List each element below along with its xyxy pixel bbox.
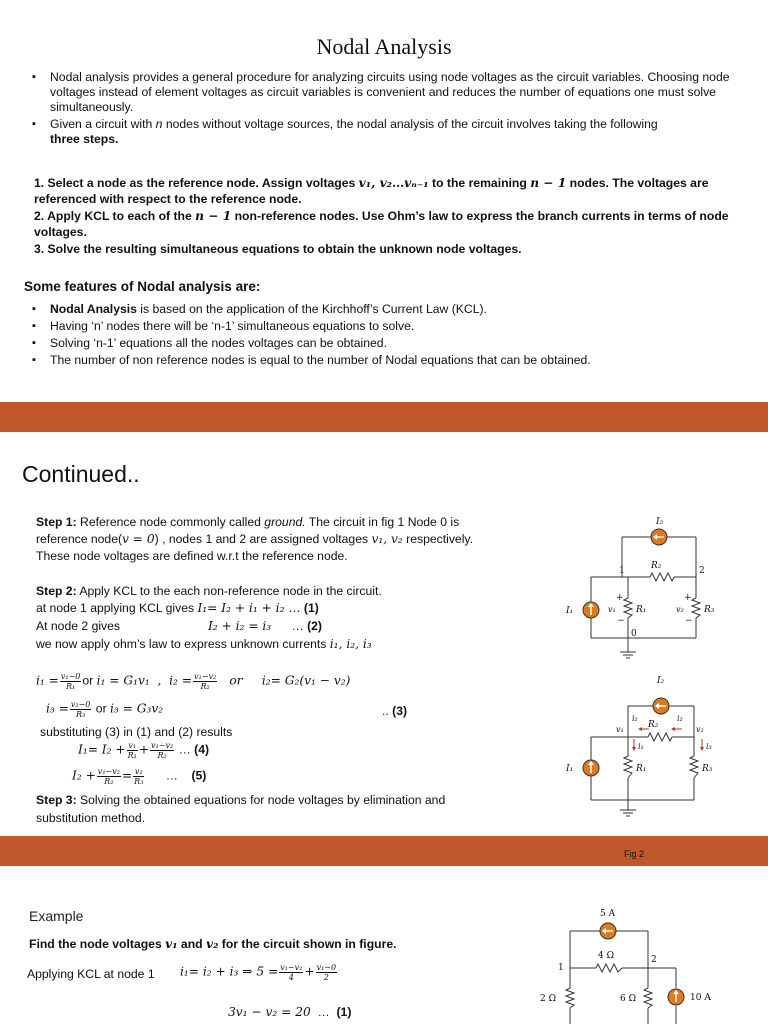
label-R1: R₁ <box>636 605 647 615</box>
label-10a: 10 A <box>690 993 711 1003</box>
step1-line2: reference node(v = 0) , nodes 1 and 2 are assigned voltages v₁, v₂ respectively. <box>36 532 473 546</box>
circuit-fig2 <box>556 672 726 822</box>
current-source-i1 <box>583 602 599 618</box>
label-v1: v₁ <box>616 725 624 734</box>
label-node1: 1 <box>558 963 564 973</box>
intro-bullets <box>24 70 744 149</box>
label-R2: R₂ <box>651 561 662 571</box>
bullet-item: ▪ Nodal analysis provides a general procedure for analyzing circuits using node voltages as the circuit variables. Choosing node voltages instead of element voltages as circuit variables is convenient and reduces the number of equations one must solve simultaneously. <box>24 70 744 115</box>
label-v2: v₂ <box>696 725 704 734</box>
current-source-i2 <box>651 529 667 545</box>
subst-line: substituting (3) in (1) and (2) results <box>40 725 233 739</box>
feature-item: ▪ Solving ‘n-1’ equations all the nodes voltages can be obtained. <box>24 336 604 351</box>
label-5a: 5 A <box>600 909 616 919</box>
node2-kcl-eq: I₂ + i₂ = i₃ … (2) <box>208 619 322 633</box>
figure-caption: Fig 2 <box>624 849 645 859</box>
label-R1: R₁ <box>636 764 647 774</box>
steps-list <box>34 175 734 258</box>
label-node2: 2 <box>651 955 657 965</box>
example-eq1: 3v₁ − v₂ = 20 … (1) <box>228 1005 352 1019</box>
resistor-2ohm <box>566 988 574 1008</box>
label-v1: v₁ <box>608 605 616 614</box>
resistor-r1 <box>624 598 632 618</box>
bullet-item: ▪ Given a circuit with n nodes without voltage sources, the nodal analysis of the circuit involves taking the following three steps. <box>24 117 744 147</box>
current-source-i2 <box>653 698 669 714</box>
svg-text:+: + <box>684 593 692 603</box>
label-i2b: i₂ <box>677 714 683 723</box>
label-R2: R₂ <box>648 720 659 730</box>
eq4: I₁= I₂ + $\frac{\text{v₁}}{\text{R₁}}$ + $\frac{\text{v₁−v₂}}{\text{R₂}}$ … (4) <box>78 741 210 760</box>
label-R3: R₃ <box>702 764 713 774</box>
label-node1: 1 <box>619 566 625 576</box>
slide-divider-band <box>0 836 768 866</box>
current-source-10a <box>668 989 684 1005</box>
step1-line3: These node voltages are defined w.r.t the reference node. <box>36 549 348 563</box>
current-source-5a <box>600 923 616 939</box>
label-4ohm: 4 Ω <box>598 951 615 961</box>
svg-text:−: − <box>617 616 625 626</box>
step1-line1: Step 1: Reference node commonly called ground. The circuit in fig 1 Node 0 is <box>36 515 460 529</box>
node1-kcl: at node 1 applying KCL gives I₁= I₂ + i₁ + i₂ … (1) <box>36 601 319 615</box>
example-heading: Example <box>29 908 84 924</box>
example-question: Find the node voltages v₁ and v₂ for the circuit shown in figure. <box>29 937 397 951</box>
resistor-6ohm <box>644 988 652 1008</box>
resistor-r3 <box>690 756 698 778</box>
node2-kcl-label: At node 2 gives <box>36 619 121 633</box>
ohm-law-line: we now apply ohm’s law to express unknown currents i₁, i₂, i₃ <box>36 637 372 651</box>
step3-line1: Step 3: Solving the obtained equations for node voltages by elimination and <box>36 793 446 807</box>
kcl-node1-eq: i₁= i₂ + i₃ ⇒ 5 = $\frac{\text{v₁−v₂}}{4}$ + $\frac{\text{v₁−0}}{2}$ <box>180 963 337 982</box>
resistor-r3 <box>692 598 700 618</box>
label-I2: I₂ <box>656 517 664 527</box>
circuit-fig1 <box>556 512 726 667</box>
step3-line2: substitution method. <box>36 811 146 825</box>
label-node0: 0 <box>631 629 637 639</box>
circuit-example <box>530 900 730 1024</box>
label-i1: i₁ <box>638 742 644 751</box>
features-heading: Some features of Nodal analysis are: <box>24 279 261 294</box>
label-i3: i₃ <box>706 742 712 751</box>
svg-text:+: + <box>616 593 624 603</box>
svg-text:−: − <box>685 616 693 626</box>
page-title: Nodal Analysis <box>316 34 452 59</box>
eq3-tag: .. (3) <box>382 704 408 718</box>
step2-line: Step 2: Apply KCL to the each non-reference node in the circuit. <box>36 584 382 598</box>
features-list <box>24 302 604 370</box>
label-6ohm: 6 Ω <box>620 994 637 1004</box>
label-I1: I₁ <box>566 764 574 774</box>
label-i2: i₂ <box>632 714 638 723</box>
eq5: I₂ + $\frac{\text{v₁−v₂}}{\text{R₂}}$ = $\frac{\text{v₂}}{\text{R₃}}$ … (5) <box>72 767 207 786</box>
label-v2: v₂ <box>676 605 684 614</box>
slide-title: Continued.. <box>22 461 140 487</box>
label-node2: 2 <box>699 566 705 576</box>
slide-nodal-analysis <box>0 0 768 402</box>
ohm-eq-i1-i2: i₁ = $\frac{\text{v₁−0}}{\text{R₁}}$ or i₁ = G₁v₁ , i₂ = $\frac{\text{v₁−v₂}}{\text{R₂}}$ or i₂= G₂(v₁ − v₂) <box>36 672 351 691</box>
label-I2: I₂ <box>657 676 665 686</box>
current-source-i1 <box>583 760 599 776</box>
step-item: 1. Select a node as the reference node. Assign voltages v₁, v₂…vₙ₋₁ to the remaining n − 1 nodes. The voltages are referenced with respect to the reference node. <box>34 176 709 206</box>
kcl-node1-label: Applying KCL at node 1 <box>27 967 155 981</box>
label-2ohm: 2 Ω <box>540 994 557 1004</box>
feature-item: ▪ The number of non reference nodes is equal to the number of Nodal equations that can be obtained. <box>24 353 604 368</box>
label-R3: R₃ <box>704 605 715 615</box>
step-item: 3. Solve the resulting simultaneous equations to obtain the unknown node voltages. <box>34 242 522 256</box>
feature-item: ▪ Having ‘n’ nodes there will be ‘n-1’ simultaneous equations to solve. <box>24 319 604 334</box>
slide-divider-band <box>0 402 768 432</box>
feature-item: ▪ Nodal Analysis is based on the application of the Kirchhoff’s Current Law (KCL). <box>24 302 604 317</box>
label-I1: I₁ <box>566 606 574 616</box>
resistor-r1 <box>624 756 632 778</box>
ohm-eq-i3: i₃ = $\frac{\text{v₂−0}}{\text{R₃}}$ or i₃ = G₃v₂ <box>46 700 164 719</box>
step-item: 2. Apply KCL to each of the n − 1 non-reference nodes. Use Ohm’s law to express the branch currents in terms of node voltages. <box>34 209 729 239</box>
